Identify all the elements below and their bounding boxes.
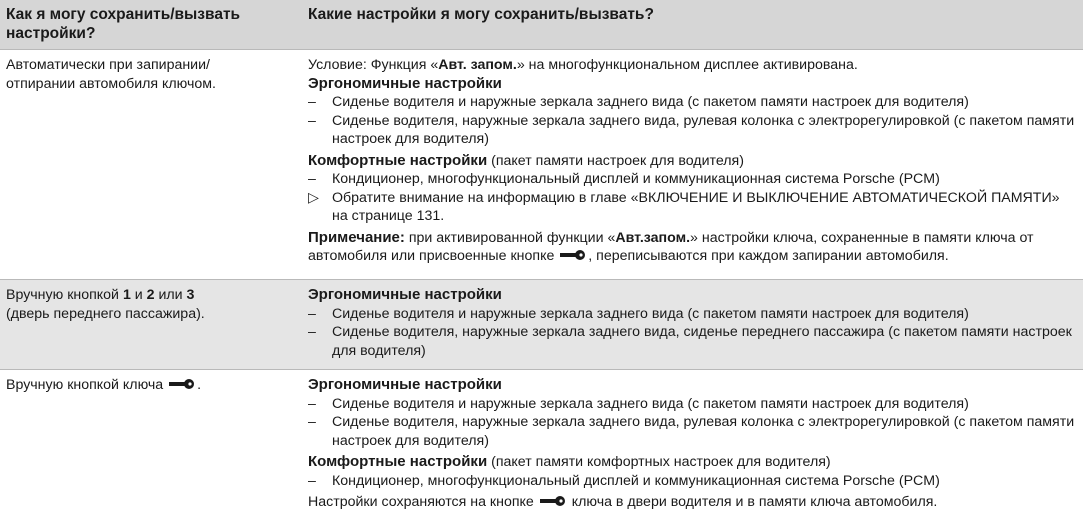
row3-comfort-heading [308,453,1077,472]
list-item [308,323,1082,360]
row1-comfort-note: (пакет памяти настроек для водителя) [487,152,744,169]
list-item [308,170,1077,189]
table-row-manual-buttons [0,280,1083,370]
row1-comfort-title: Комфортные настройки [308,151,488,169]
header-col1-text: Как я могу сохранить/вызвать настройки? [6,6,241,42]
footer-pre: Настройки сохраняются на кнопке [308,494,534,510]
table-row-manual-key [0,370,1083,527]
key-icon [169,376,195,395]
triangle-hint-icon: ▷ [308,189,319,206]
key-icon [540,493,566,512]
row3-post: . [197,377,202,393]
list-item-text: Сиденье водителя, наружные зеркала заднего вида, сиденье переднего пассажира (с пакетом памяти настроек для водителя) [332,324,1072,359]
dash-marker: – [308,414,316,430]
list-item [308,93,1077,112]
row1-note [308,229,1078,266]
row3-footer [308,493,1077,512]
row2-and: и [130,287,147,303]
note-pre: при активированной функции « [404,229,616,246]
dash-marker: – [308,171,316,187]
list-item [308,395,1077,414]
row3-col1 [0,370,300,527]
button-number-1: 1 [122,287,131,303]
list-item-text: Сиденье водителя, наружные зеркала заднего вида, рулевая колонка с электрорегулировкой (с пакетом памяти настроек для водителя) [332,414,1075,449]
row3-ergo-title: Эргономичные настройки [308,376,502,393]
hint-item [308,189,1072,226]
row1-ergo-title: Эргономичные настройки [308,74,502,92]
key-icon [560,247,586,266]
row2-or: или [154,287,187,303]
row3-pre: Вручную кнопкой ключа [6,377,164,393]
list-item-text: Сиденье водителя и наружные зеркала заднего вида (с пакетом памяти настроек для водителя) [332,305,969,322]
footer-post: ключа в двери водителя и в памяти ключа автомобиля. [571,494,938,510]
row1-col2 [300,50,1083,279]
list-item [308,472,1077,491]
row3-comfort-title: Комфортные настройки [308,453,488,470]
list-item-text: Сиденье водителя и наружные зеркала заднего вида (с пакетом памяти настроек для водителя) [332,395,969,412]
condition-function: Авт. запом. [438,57,517,73]
row2-method-line2: (дверь переднего пассажира). [6,305,205,322]
row2-ergo-title: Эргономичные настройки [308,286,502,303]
list-item [308,305,1077,324]
dash-marker: – [308,324,316,340]
list-item-text: Кондиционер, многофункциональный дисплей и коммуникационная система Porsche (PCM) [332,171,940,187]
row3-method [6,376,300,395]
row2-col2 [300,280,1083,369]
button-number-2: 2 [146,287,155,303]
list-item-text: Сиденье водителя, наружные зеркала заднего вида, рулевая колонка с электрорегулировкой (с пакетом памяти настроек для водителя) [332,112,1075,147]
row2-pre: Вручную кнопкой [6,287,123,303]
note-label: Примечание: [308,228,405,246]
note-post: , переписываются при каждом запирании автомобиля. [588,248,949,264]
row1-method-text: Автоматически при запирании/ отпирании автомобиля ключом. [6,57,216,92]
dash-marker: – [308,94,316,110]
row2-col1 [0,280,300,369]
header-col2 [300,0,1083,49]
dash-marker: – [308,395,316,412]
hint-text: Обратите внимание на информацию в главе «ВКЛЮЧЕНИЕ И ВЫКЛЮЧЕНИЕ АВТОМАТИЧЕСКОЙ ПАМЯТИ» на странице 131. [332,189,1060,224]
table-header [0,0,1083,50]
row3-comfort-note: (пакет памяти комфортных настроек для водителя) [487,454,831,470]
row2-method-line1 [6,286,300,305]
header-col1 [0,0,300,49]
note-mid: » настройки ключа, сохраненные в памяти ключа от автомобиля или присвоенные кнопке [308,229,1034,264]
list-item-text: Сиденье водителя и наружные зеркала заднего вида (с пакетом памяти настроек для водителя) [332,94,969,110]
dash-marker: – [308,305,316,322]
button-number-3: 3 [186,287,195,303]
row1-comfort-heading [308,152,1077,171]
dash-marker: – [308,112,316,129]
list-item-text: Кондиционер, многофункциональный дисплей и коммуникационная система Porsche (PCM) [332,472,940,489]
row3-col2 [300,370,1083,527]
list-item [308,112,1082,149]
row1-col1 [0,50,300,279]
table-row-auto [0,50,1083,280]
header-col2-text: Какие настройки я могу сохранить/вызвать? [308,6,654,23]
list-item [308,413,1082,450]
condition-post: » на многофункциональном дисплее активирована. [516,57,858,73]
note-function: Авт.запом. [615,229,691,246]
dash-marker: – [308,472,316,489]
row1-condition [308,56,1077,75]
condition-pre: Условие: Функция « [308,57,439,73]
